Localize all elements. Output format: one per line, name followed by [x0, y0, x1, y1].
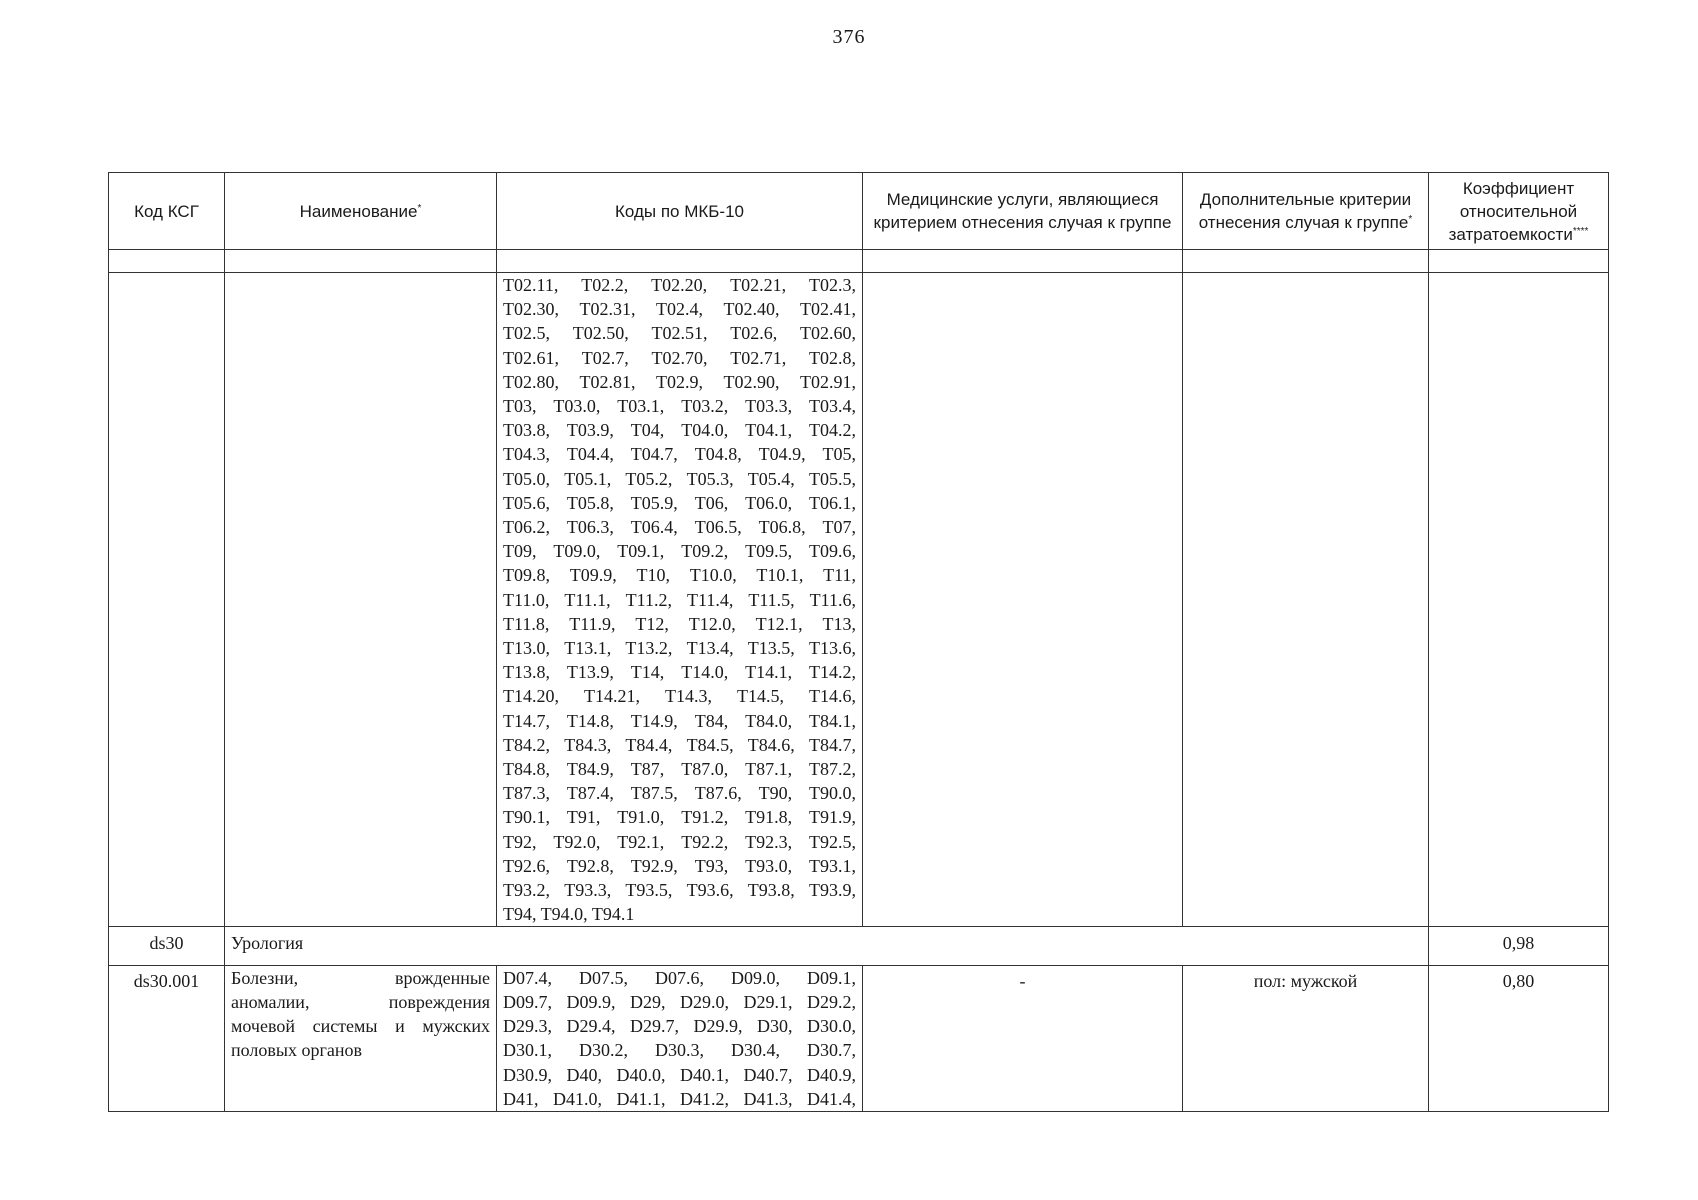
table-row-continuation	[109, 273, 1609, 927]
cell-medical-services: -	[863, 965, 1183, 1111]
mkb-codes-line: T02.80, T02.81, T02.9, T02.90, T02.91,	[503, 371, 856, 392]
name-line: аномалии, повреждения	[231, 991, 490, 1012]
header-code: Код КСГ	[109, 173, 225, 250]
mkb-codes-line: D09.7, D09.9, D29, D29.0, D29.1, D29.2,	[503, 991, 856, 1012]
cell-code: ds30.001	[109, 965, 225, 1111]
cell-group-name: Урология	[225, 927, 1429, 965]
mkb-codes-line: T13.0, T13.1, T13.2, T13.4, T13.5, T13.6,	[503, 638, 856, 659]
mkb-codes-line: T93.2, T93.3, T93.5, T93.6, T93.8, T93.9,	[503, 880, 856, 901]
mkb-codes-line: D41, D41.0, D41.1, D41.2, D41.3, D41.4,	[503, 1088, 856, 1109]
cell-code	[109, 273, 225, 927]
mkb-codes-line: T02.11, T02.2, T02.20, T02.21, T02.3,	[503, 275, 856, 295]
mkb-codes-line: T09.8, T09.9, T10, T10.0, T10.1, T11,	[503, 565, 856, 586]
table-row-group	[109, 927, 1609, 965]
header-coefficient: Коэффициент относительной затратоемкости****	[1429, 173, 1609, 250]
cell-coefficient	[1429, 273, 1609, 927]
mkb-codes-line: T05.6, T05.8, T05.9, T06, T06.0, T06.1,	[503, 492, 856, 513]
mkb-codes-line: T11.0, T11.1, T11.2, T11.4, T11.5, T11.6,	[503, 589, 856, 610]
mkb-codes-line: D30.1, D30.2, D30.3, D30.4, D30.7,	[503, 1040, 856, 1061]
mkb-codes-line: D29.3, D29.4, D29.7, D29.9, D30, D30.0,	[503, 1016, 856, 1037]
cell-code: ds30	[109, 927, 225, 965]
cell-additional-criteria	[1183, 273, 1429, 927]
cell-coefficient: 0,98	[1429, 927, 1609, 965]
mkb-codes-line: T92.6, T92.8, T92.9, T93, T93.0, T93.1,	[503, 855, 856, 876]
mkb-codes-line: T11.8, T11.9, T12, T12.0, T12.1, T13,	[503, 613, 856, 634]
header-name: Наименование*	[225, 173, 497, 250]
cell-mkb-codes	[497, 273, 863, 927]
mkb-codes-line: T06.2, T06.3, T06.4, T06.5, T06.8, T07,	[503, 517, 856, 538]
mkb-codes-line: D30.9, D40, D40.0, D40.1, D40.7, D40.9,	[503, 1064, 856, 1085]
mkb-codes-line: T02.5, T02.50, T02.51, T02.6, T02.60,	[503, 323, 856, 344]
header-row	[109, 173, 1609, 250]
mkb-codes-line: T04.3, T04.4, T04.7, T04.8, T04.9, T05,	[503, 444, 856, 465]
mkb-codes-line: T03, T03.0, T03.1, T03.2, T03.3, T03.4,	[503, 396, 856, 417]
mkb-codes-line: D07.4, D07.5, D07.6, D09.0, D09.1,	[503, 967, 856, 988]
cell-name	[225, 965, 497, 1111]
page-number: 376	[832, 26, 866, 48]
mkb-codes-line: T84.8, T84.9, T87, T87.0, T87.1, T87.2,	[503, 759, 856, 780]
mkb-codes-line: T94, T94.0, T94.1	[503, 904, 635, 925]
table-row-ksg	[109, 965, 1609, 1111]
cell-medical-services	[863, 273, 1183, 927]
cell-additional-criteria: пол: мужской	[1183, 965, 1429, 1111]
mkb-codes-line: T09, T09.0, T09.1, T09.2, T09.5, T09.6,	[503, 541, 856, 562]
header-coef-footnote-mark: ****	[1572, 225, 1589, 237]
mkb-codes-line: T05.0, T05.1, T05.2, T05.3, T05.4, T05.5,	[503, 468, 856, 489]
mkb-codes-line: T13.8, T13.9, T14, T14.0, T14.1, T14.2,	[503, 662, 856, 683]
ksg-table	[108, 172, 1609, 1112]
mkb-codes-line: T87.3, T87.4, T87.5, T87.6, T90, T90.0,	[503, 783, 856, 804]
mkb-codes-line: T92, T92.0, T92.1, T92.2, T92.3, T92.5,	[503, 831, 856, 852]
header-medical-services: Медицинские услуги, являющиеся критерием отнесения случая к группе	[863, 173, 1183, 250]
cell-coefficient: 0,80	[1429, 965, 1609, 1111]
cell-name	[225, 273, 497, 927]
mkb-codes-line: T14.7, T14.8, T14.9, T84, T84.0, T84.1,	[503, 710, 856, 731]
header-name-footnote-mark: *	[417, 202, 422, 214]
mkb-codes-line: T84.2, T84.3, T84.4, T84.5, T84.6, T84.7,	[503, 734, 856, 755]
name-line: половых органов	[231, 1040, 362, 1061]
mkb-codes-line: T90.1, T91, T91.0, T91.2, T91.8, T91.9,	[503, 807, 856, 828]
mkb-codes-line: T14.20, T14.21, T14.3, T14.5, T14.6,	[503, 686, 856, 707]
header-spacer-row	[109, 250, 1609, 273]
name-line: мочевой системы и мужских	[231, 1016, 490, 1037]
header-criteria-footnote-mark: *	[1408, 214, 1413, 225]
cell-mkb-codes	[497, 965, 863, 1111]
name-line: Болезни, врожденные	[231, 967, 490, 988]
mkb-codes-line: T02.61, T02.7, T02.70, T02.71, T02.8,	[503, 347, 856, 368]
mkb-codes-line: T02.30, T02.31, T02.4, T02.40, T02.41,	[503, 299, 856, 320]
mkb-codes-line: T03.8, T03.9, T04, T04.0, T04.1, T04.2,	[503, 420, 856, 441]
header-additional-criteria: Дополнительные критерии отнесения случая к группе*	[1183, 173, 1429, 250]
header-mkb-codes: Коды по МКБ-10	[497, 173, 863, 250]
